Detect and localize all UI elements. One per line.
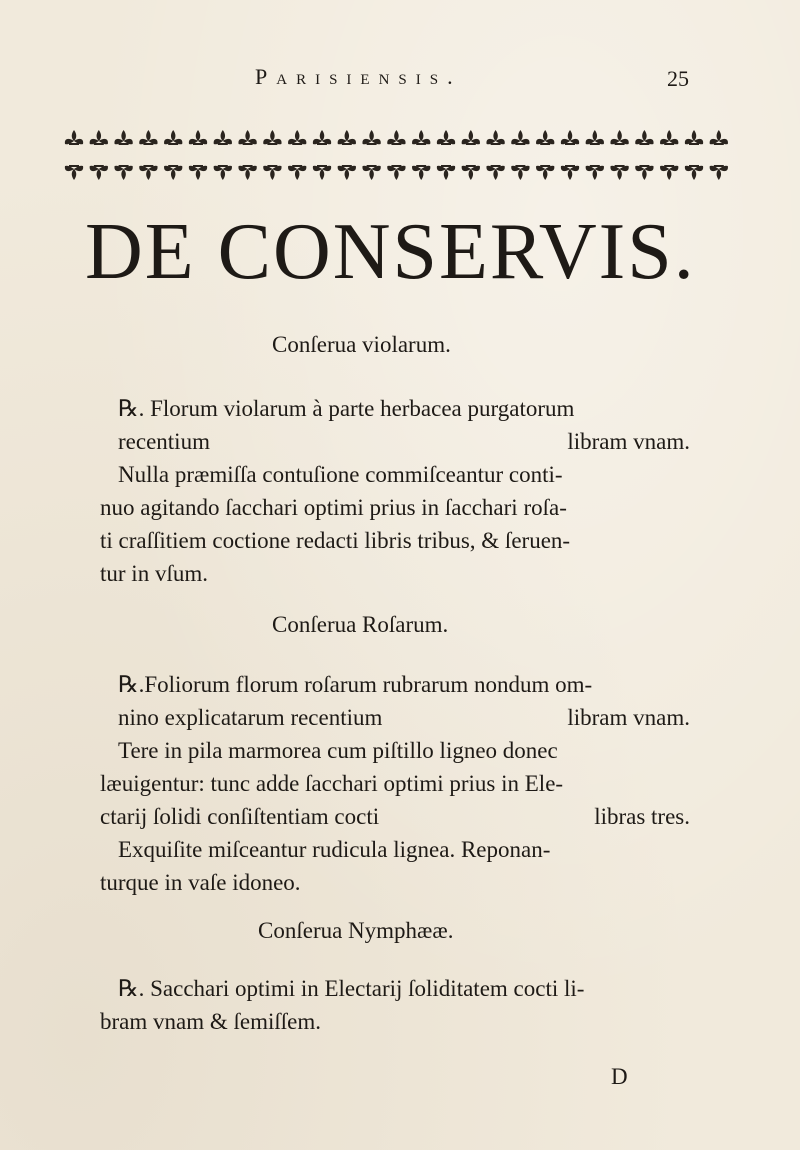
section-heading-nymphaeae: Conſerua Nymphææ. xyxy=(258,918,454,943)
fleuron-icon xyxy=(362,165,380,180)
text-line: Exquiſite miſceantur rudicula lignea. Reponan- xyxy=(118,837,551,862)
fleuron-icon xyxy=(635,165,653,180)
fleuron-icon xyxy=(511,130,529,145)
fleuron-icon xyxy=(511,165,529,180)
page-title: DE CONSERVIS. xyxy=(85,208,696,296)
text-line: nuo agitando ſacchari optimi prius in ſacchari roſa- xyxy=(100,495,567,520)
fleuron-icon xyxy=(412,165,430,180)
fleuron-icon xyxy=(90,130,108,145)
text-line xyxy=(100,800,690,833)
fleuron-icon xyxy=(164,165,182,180)
fleuron-icon xyxy=(685,165,703,180)
line-text: recentium xyxy=(118,429,210,454)
fleuron-icon xyxy=(238,130,256,145)
text-line: tur in vſum. xyxy=(100,561,208,586)
fleuron-icon xyxy=(114,165,132,180)
text-line xyxy=(100,701,690,734)
fleuron-icon xyxy=(164,130,182,145)
recipe-rosarum xyxy=(100,668,690,899)
fleuron-icon xyxy=(536,130,554,145)
text-line: Tere in pila marmorea cum piſtillo ligneo donec xyxy=(118,738,558,763)
fleuron-icon xyxy=(263,130,281,145)
fleuron-icon xyxy=(387,130,405,145)
fleuron-icon xyxy=(139,130,157,145)
fleuron-icon xyxy=(635,130,653,145)
text-line: ℞.Foliorum florum roſarum rubrarum nondum om- xyxy=(118,672,593,697)
fleuron-icon xyxy=(660,130,678,145)
fleuron-icon xyxy=(90,165,108,180)
fleuron-icon xyxy=(214,130,232,145)
text-line: ℞. Florum violarum à parte herbacea purgatorum xyxy=(118,396,575,421)
fleuron-icon xyxy=(65,130,83,145)
fleuron-icon xyxy=(710,165,728,180)
fleuron-icon xyxy=(462,130,480,145)
fleuron-icon xyxy=(313,130,331,145)
fleuron-icon xyxy=(561,130,579,145)
fleuron-icon xyxy=(437,165,455,180)
text-line: bram vnam & ſemiſſem. xyxy=(100,1009,322,1034)
fleuron-icon xyxy=(313,165,331,180)
line-quantity: libras tres. xyxy=(594,804,690,829)
fleuron-icon xyxy=(561,165,579,180)
fleuron-icon xyxy=(586,165,604,180)
fleuron-ornament-band xyxy=(62,128,734,186)
fleuron-icon xyxy=(288,130,306,145)
section-heading-violarum: Conſerua violarum. xyxy=(272,332,451,357)
fleuron-icon xyxy=(610,165,628,180)
fleuron-icon xyxy=(387,165,405,180)
fleuron-icon xyxy=(263,165,281,180)
recipe-violarum xyxy=(100,392,690,590)
fleuron-icon xyxy=(65,165,83,180)
text-line: læuigentur: tunc adde ſacchari optimi prius in Ele- xyxy=(100,771,564,796)
text-line: Nulla præmiſſa contuſione commiſceantur conti- xyxy=(118,462,563,487)
text-line: turque in vaſe idoneo. xyxy=(100,870,301,895)
signature-mark: D xyxy=(611,1064,628,1089)
fleuron-icon xyxy=(536,165,554,180)
fleuron-icon xyxy=(660,165,678,180)
page-number: 25 xyxy=(667,66,689,91)
fleuron-icon xyxy=(189,165,207,180)
fleuron-icon xyxy=(486,130,504,145)
text-line: ti craſſitiem coctione redacti libris tribus, & ſeruen- xyxy=(100,528,571,553)
fleuron-icon xyxy=(338,130,356,145)
text-line: ℞. Sacchari optimi in Electarij ſoliditatem cocti li- xyxy=(118,976,585,1001)
fleuron-icon xyxy=(338,165,356,180)
fleuron-icon xyxy=(288,165,306,180)
recipe-nymphaeae xyxy=(100,972,690,1038)
fleuron-icon xyxy=(362,130,380,145)
fleuron-icon xyxy=(238,165,256,180)
fleuron-icon xyxy=(437,130,455,145)
fleuron-icon xyxy=(710,130,728,145)
line-text: nino explicatarum recentium xyxy=(118,705,383,730)
fleuron-icon xyxy=(685,130,703,145)
line-text: ctarij ſolidi conſiſtentiam cocti xyxy=(100,804,380,829)
text-line xyxy=(100,425,690,458)
fleuron-icon xyxy=(412,130,430,145)
fleuron-icon xyxy=(139,165,157,180)
fleuron-icon xyxy=(214,165,232,180)
running-head: Parisiensis. xyxy=(255,64,462,89)
line-quantity: libram vnam. xyxy=(567,429,690,454)
fleuron-icon xyxy=(114,130,132,145)
fleuron-icon xyxy=(462,165,480,180)
line-quantity: libram vnam. xyxy=(567,705,690,730)
fleuron-icon xyxy=(486,165,504,180)
fleuron-icon xyxy=(586,130,604,145)
fleuron-icon xyxy=(189,130,207,145)
fleuron-icon xyxy=(610,130,628,145)
section-heading-rosarum: Conſerua Roſarum. xyxy=(272,612,449,637)
